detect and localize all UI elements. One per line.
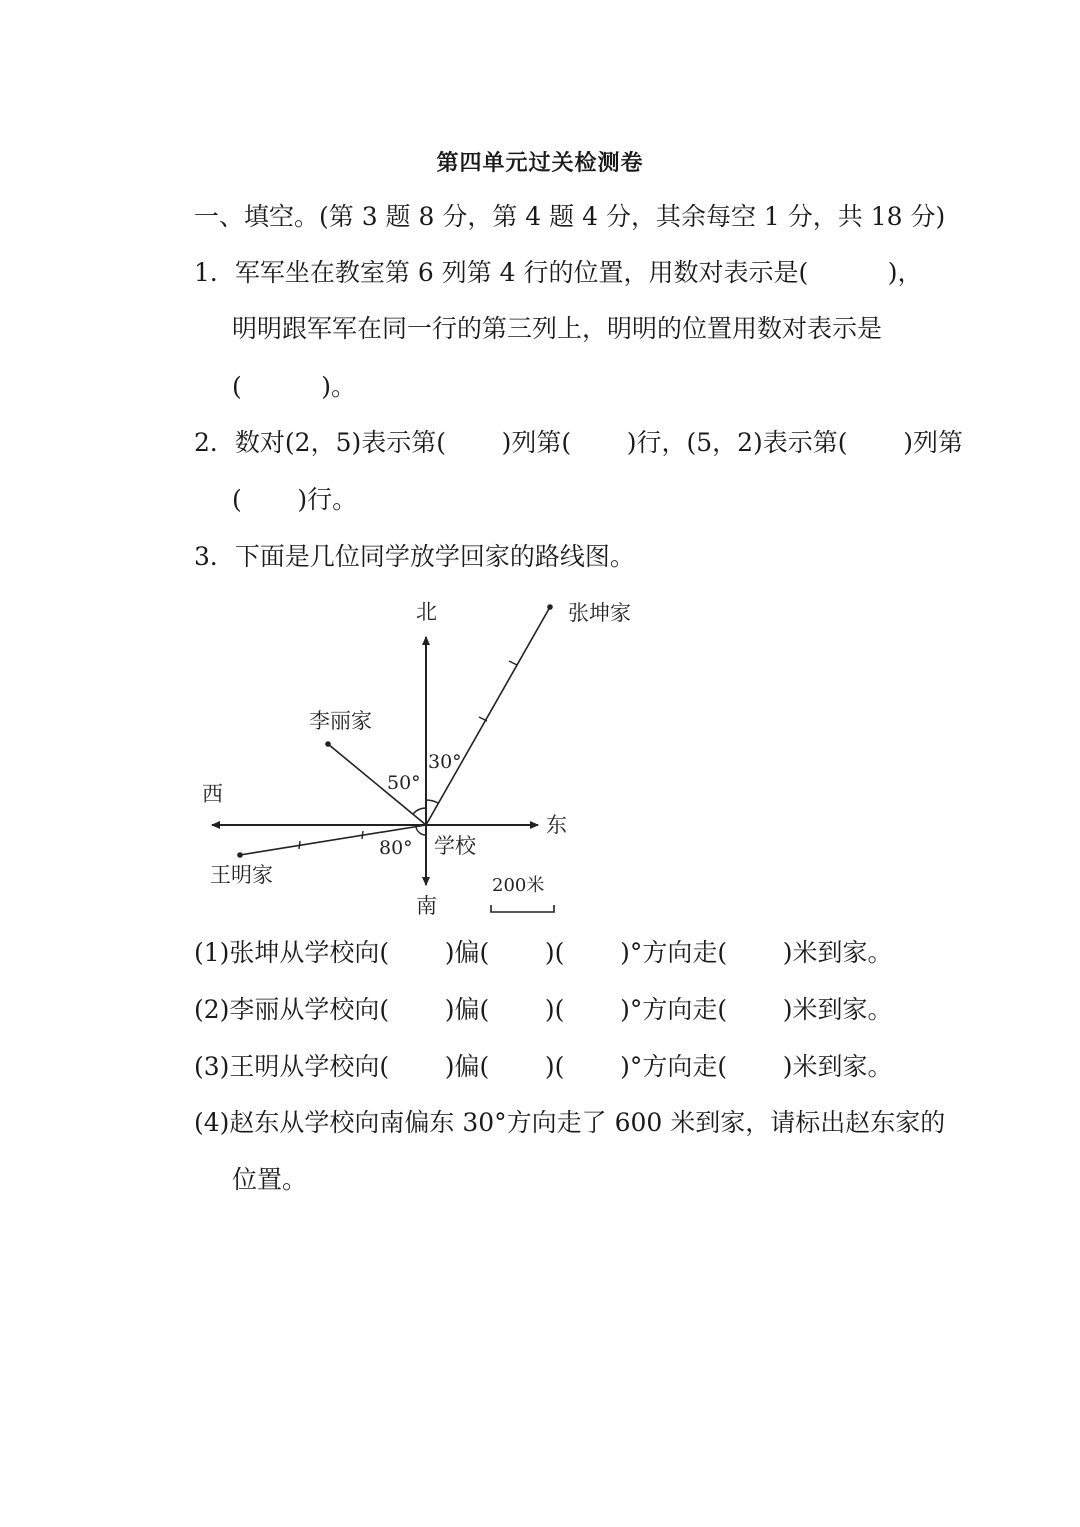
wangming-home-label: 王明家 xyxy=(210,863,273,887)
lili-home-dot xyxy=(325,741,331,747)
wangming-home-dot xyxy=(237,852,243,858)
question-1-line-2: 明明跟军军在同一行的第三列上，明明的位置用数对表示是 xyxy=(232,314,883,343)
angle-label-zhangkun: 30° xyxy=(428,751,462,773)
page-title: 第四单元过关检测卷 xyxy=(436,150,644,176)
wangming-tick-2 xyxy=(299,841,300,849)
angle-label-wangming: 80° xyxy=(379,837,413,859)
angle-arc-zhangkun xyxy=(426,800,438,803)
zhangkun-home-label: 张坤家 xyxy=(568,601,631,625)
wangming-tick-1 xyxy=(362,831,363,839)
question-2-line-2: ( )行。 xyxy=(232,485,358,514)
question-3-intro: 3．下面是几位同学放学回家的路线图。 xyxy=(194,542,635,571)
scale-label: 200米 xyxy=(492,875,545,896)
zhangkun-tick-2 xyxy=(509,661,517,665)
question-3-sub-3: (3)王明从学校向( )偏( )( )°方向走( )米到家。 xyxy=(194,1052,893,1081)
scale-bar xyxy=(491,905,554,912)
south-label: 南 xyxy=(416,894,437,918)
angle-label-lili: 50° xyxy=(387,772,421,794)
east-label: 东 xyxy=(546,813,567,837)
school-label: 学校 xyxy=(434,834,476,858)
angle-arc-wangming xyxy=(416,827,426,835)
zhangkun-home-dot xyxy=(547,604,553,610)
route-diagram xyxy=(190,595,631,925)
question-3-sub-4-line-1: (4)赵东从学校向南偏东 30°方向走了 600 米到家，请标出赵东家的 xyxy=(194,1108,946,1137)
question-1-line-3: ( )。 xyxy=(232,372,356,401)
route-zhangkun xyxy=(426,607,550,825)
question-2-line-1: 2．数对(2，5)表示第( )列第( )行，(5，2)表示第( )列第 xyxy=(194,428,963,457)
lili-home-label: 李丽家 xyxy=(309,709,372,733)
angle-arc-lili xyxy=(413,808,426,814)
question-3-sub-4-line-2: 位置。 xyxy=(232,1165,308,1194)
question-3-sub-2: (2)李丽从学校向( )偏( )( )°方向走( )米到家。 xyxy=(194,995,893,1024)
west-label: 西 xyxy=(202,782,223,806)
section-heading: 一、填空。(第 3 题 8 分，第 4 题 4 分，其余每空 1 分，共 18 分) xyxy=(194,202,946,231)
north-label: 北 xyxy=(416,600,437,624)
question-3-sub-1: (1)张坤从学校向( )偏( )( )°方向走( )米到家。 xyxy=(194,938,893,967)
question-1-line-1: 1．军军坐在教室第 6 列第 4 行的位置，用数对表示是( )， xyxy=(194,258,923,287)
